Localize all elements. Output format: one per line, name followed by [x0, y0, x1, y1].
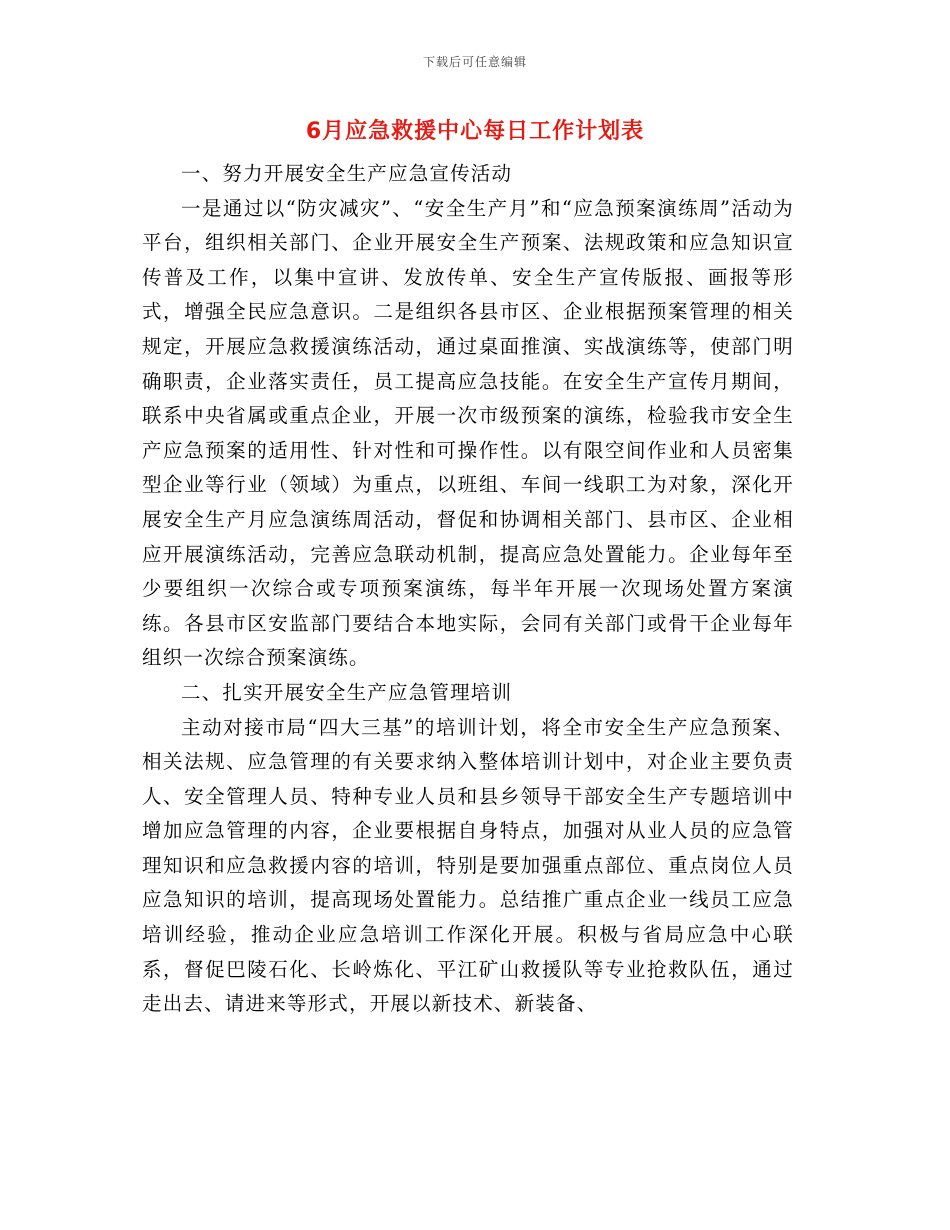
section-paragraph-1: 一是通过以“防灾减灾”、“安全生产月”和“应急预案演练周”活动为平台，组织相关部门、企业开展安全生产预案、法规政策和应急知识宣传普及工作，以集中宣讲、发放传单、安全生产宣传版报、画报等形式，增强全民应急意识。二是组织各县市区、企业根据预案管理的相关规定，开展应急救援演练活动，通过桌面推演、实战演练等，使部门明确职责，企业落实责任，员工提高应急技能。在安全生产宣传月期间，联系中央省属或重点企业，开展一次市级预案的演练，检验我市安全生产应急预案的适用性、针对性和可操作性。以有限空间作业和人员密集型企业等行业（领域）为重点，以班组、车间一线职工为对象，深化开展安全生产月应急演练周活动，督促和协调相关部门、县市区、企业相应开展演练活动，完善应急联动机制，提高应急处置能力。企业每年至少要组织一次综合或专项预案演练，每半年开展一次现场处置方案演练。各县市区安监部门要结合本地实际，会同有关部门或骨干企业每年组织一次综合预案演练。 [142, 196, 794, 670]
document-body [142, 157, 794, 1022]
page-header-note: 下载后可任意编辑 [422, 55, 527, 69]
section-paragraph-2: 主动对接市局“四大三基”的培训计划，将全市安全生产应急预案、相关法规、应急管理的有关要求纳入整体培训计划中，对企业主要负责人、安全管理人员、特种专业人员和县乡领导干部安全生产专题培训中增加应急管理的内容，企业要根据自身特点，加强对从业人员的应急管理知识和应急救援内容的培训，特别是要加强重点部位、重点岗位人员应急知识的培训，提高现场处置能力。总结推广重点企业一线员工应急培训经验，推动企业应急培训工作深化开展。积极与省局应急中心联系，督促巴陵石化、长岭炼化、平江矿山救援队等专业抢救队伍，通过走出去、请进来等形式，开展以新技术、新装备、 [142, 715, 794, 1016]
section-heading-1: 一、努力开展安全生产应急宣传活动 [181, 162, 513, 185]
document-title: 6月应急救援中心每日工作计划表 [305, 119, 645, 144]
section-heading-2: 二、扎实开展安全生产应急管理培训 [181, 680, 513, 704]
